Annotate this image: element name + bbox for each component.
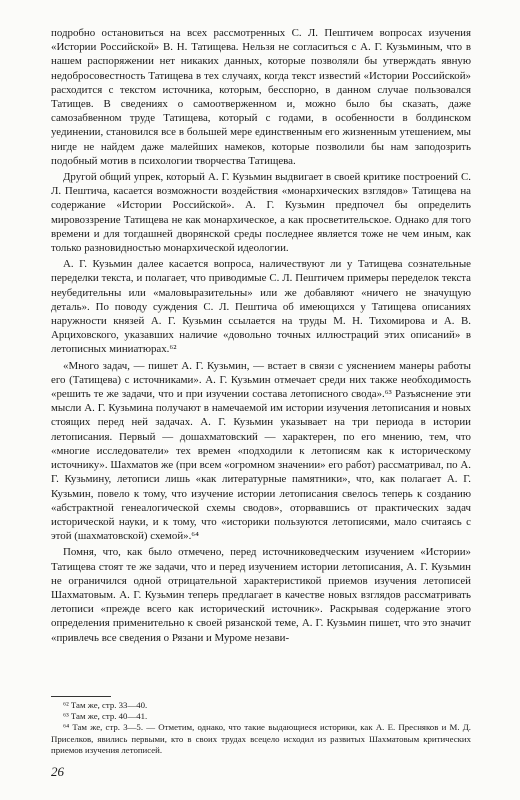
- footnote-divider: [51, 696, 111, 697]
- paragraph-2: Другой общий упрек, который А. Г. Кузьмин выдвигает в своей критике построений С. Л. Пештича, касается возможности воздействия «монархических взглядов» Татищева на содержание «Истории Российской». А. Г. Кузьмин предпочел бы определить мировоззрение Татищева не как монархическое, а как просветительское. Однако для того времени и для тогдашней дворянской среды последнее является тоже не чем иным, как только разновидностью монархической идеологии.: [51, 171, 471, 255]
- footnote-64: ⁶⁴ Там же, стр. 3—5. — Отметим, однако, что такие выдающиеся историки, как А. Е. Пресняков и М. Д. Приселков, явились первыми, кто в своих трудах всецело исходил из развитых Шахматовым критических приемов изучения летописей.: [51, 722, 471, 755]
- paragraph-5: Помня, что, как было отмечено, перед источниковедческим изучением «Истории» Татищева стоят те же задачи, что и перед изучением истории летописания, А. Г. Кузьмин не ограничился одной отрицательной характеристикой приемов изучения летописей Шахматовым. А. Г. Кузьмин теперь предлагает в качестве новых взглядов рассматривать летописи «прежде всего как исторический источник». Раскрывая содержание этого определения применительно к своей рязанской теме, А. Г. Кузьмин пишет, что это значит «привлечь все сведения о Рязани и Муроме незави-: [51, 546, 471, 644]
- footnote-63: ⁶³ Там же, стр. 40—41.: [63, 711, 148, 722]
- paragraph-3: А. Г. Кузьмин далее касается вопроса, наличествуют ли у Татищева сознательные переделки текста, и полагает, что приводимые С. Л. Пештичем примеры переделок текста неубедительны или «маловыразительны» или же добавляют «ничего не значущую деталь». По поводу суждения С. Л. Пештича об имеющихся у Татищева описаниях наружности князей А. Г. Кузьмин ссылается на труды М. Н. Тихомирова и А. В. Арциховского, указавших наличие «довольно точных иллюстраций этих описаний» в летописных миниатюрах.⁶²: [51, 258, 471, 356]
- paragraph-4: «Много задач, — пишет А. Г. Кузьмин, — встает в связи с уяснением манеры работы его (Татищева) с источниками». А. Г. Кузьмин отмечает среди них также необходимость «решить те же задачи, что и при изучении состава летописного свода».⁶³ Разъяснение эти мысли А. Г. Кузьмина получают в намечаемой им истории изучения летописания и новых стоящих перед ней задачах. А. Г. Кузьмин указывает на три периода в истории летописания. Первый — дошахматовский — характерен, по его мнению, тем, что «многие исследователи» тех времен «подходили к летописям как к историческому источнику». Шахматов же (при всем «огромном значении» его работ) рассматривал, по А. Г. Кузьмину, летописи лишь «как литературные памятники», что, как полагает А. Г. Кузьмин, повело к тому, что изучение истории летописания свелось теперь к созданию «абстрактной генеалогической схемы сводов», оторвавшись от практических задач исторической науки, и к тому, что «историки пользуются летописями, мало считаясь с этой (шахматовской) схемой».⁶⁴: [51, 359, 471, 543]
- page-number: 26: [51, 764, 64, 779]
- footnote-62: ⁶² Там же, стр. 33—40.: [63, 700, 148, 710]
- footnotes: [51, 700, 471, 756]
- paragraph-1: подробно остановиться на всех рассмотренных С. Л. Пештичем вопросах изучения «Истории Российской» В. Н. Татищева. Нельзя не согласиться с А. Г. Кузьминым, что в нашем распоряжении нет никаких данных, которые позволяли бы утверждать явную недобросовестность Татищева в тех случаях, когда текст известий «Истории Российской» расходится с текстом источника, которым, бесспорно, в данном случае пользовался Татищев. В сведениях о самоотверженном и, можно было бы сказать, даже самозабвенном труде Татищева, который с годами, в особенности в болдинском уединении, становился все в большей мере единственным его жизненным утешением, мы нигде не найдем даже малейших намеков, которые позволили бы нам заподозрить подобный мотив в психологии творчества Татищева.: [51, 27, 471, 167]
- body-text: [51, 26, 471, 647]
